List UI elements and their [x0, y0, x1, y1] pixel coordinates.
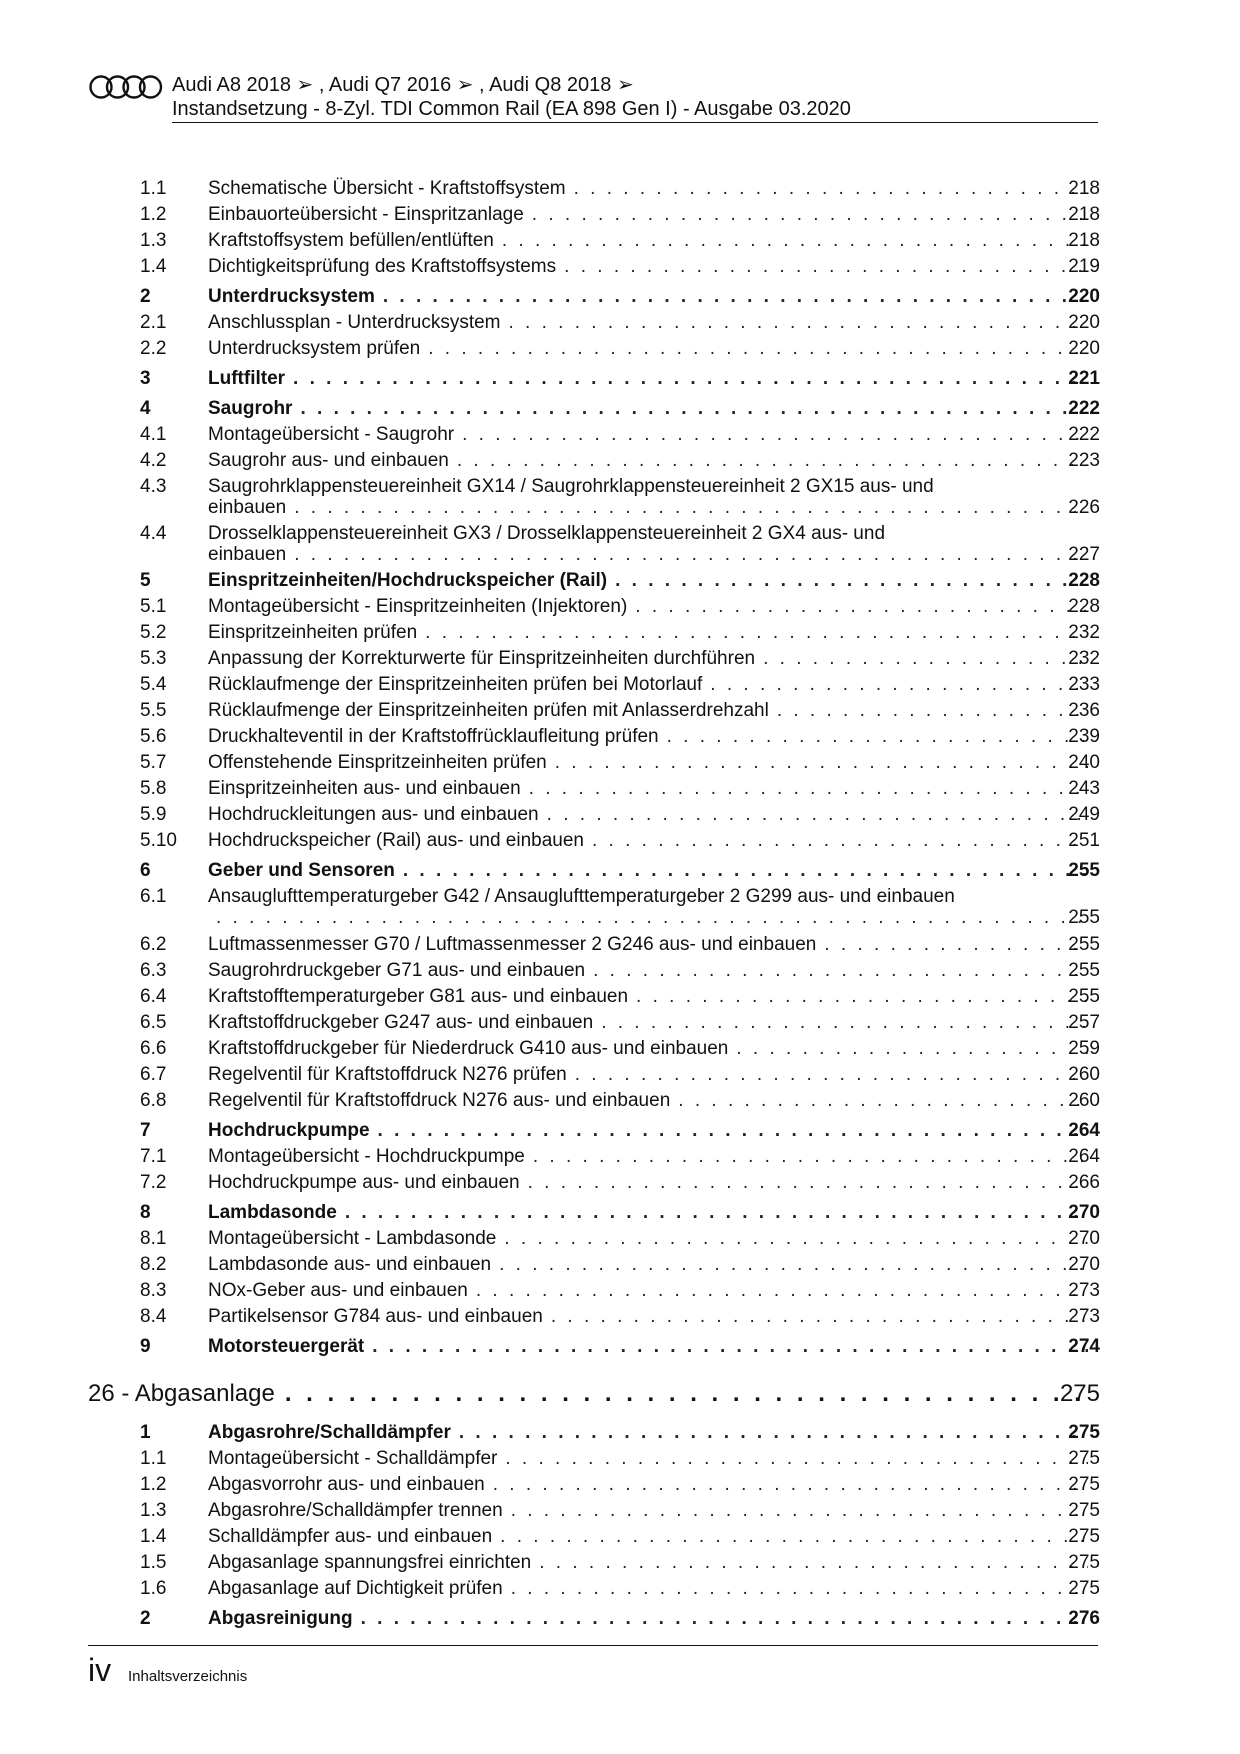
- toc-entry-page: 223: [1068, 450, 1100, 471]
- toc-entry-title: Kraftstoffdruckgeber für Niederdruck G410 aus- und einbauen: [208, 1038, 729, 1059]
- toc-entry-title: Lambdasonde aus- und einbauen: [208, 1254, 492, 1275]
- toc-entry-title-line1: Drosselklappensteuereinheit GX3 / Drosselklappensteuereinheit 2 GX4 aus- und: [208, 523, 886, 544]
- leader-dots: [499, 1254, 1088, 1276]
- toc-entry-title: Montageübersicht - Hochdruckpumpe: [208, 1146, 525, 1167]
- leader-dots: [500, 1526, 1088, 1548]
- toc-entry-page: 276: [1068, 1608, 1100, 1629]
- toc-entry[interactable]: [0, 648, 1240, 674]
- leader-dots: [383, 286, 1088, 308]
- toc-entry-page: 222: [1068, 398, 1100, 419]
- toc-entry-number: 6.8: [140, 1090, 167, 1111]
- toc-entry-title: Abgasrohre/Schalldämpfer trennen: [208, 1500, 503, 1521]
- toc-entry-title: Abgasanlage spannungsfrei einrichten: [208, 1552, 532, 1573]
- toc-entry[interactable]: [0, 450, 1240, 476]
- toc-entry-number: 5.4: [140, 674, 167, 695]
- toc-entry-page: 260: [1068, 1064, 1100, 1085]
- toc-entry[interactable]: [0, 752, 1240, 778]
- toc-entry-number: 8.4: [140, 1306, 167, 1327]
- leader-dots: [428, 338, 1088, 360]
- leader-dots: [294, 497, 1088, 519]
- leader-dots: [574, 178, 1088, 200]
- toc-entry[interactable]: [0, 986, 1240, 1012]
- leader-dots: [459, 1422, 1088, 1444]
- leader-dots: [667, 726, 1088, 748]
- toc-entry-page: 255: [1068, 907, 1100, 928]
- toc-entry-number: 4.3: [140, 476, 167, 497]
- toc-entry-title: Unterdrucksystem prüfen: [208, 338, 421, 359]
- toc-entry[interactable]: [0, 1254, 1240, 1280]
- leader-dots: [777, 700, 1088, 722]
- toc-entry[interactable]: [0, 960, 1240, 986]
- toc-entry-title: Regelventil für Kraftstoffdruck N276 aus- und einbauen: [208, 1090, 671, 1111]
- toc-entry-number: 5.8: [140, 778, 167, 799]
- toc-entry-title: Kraftstofftemperaturgeber G81 aus- und einbauen: [208, 986, 629, 1007]
- toc-entry-title: Motorsteuergerät: [208, 1336, 365, 1357]
- toc-entry-page: 273: [1068, 1280, 1100, 1301]
- leader-dots: [710, 674, 1088, 696]
- toc-entry-title: Schematische Übersicht - Kraftstoffsystem: [208, 178, 566, 199]
- toc-entry[interactable]: [0, 830, 1240, 856]
- toc-entry[interactable]: [0, 674, 1240, 700]
- toc-entry-number: 1.3: [140, 230, 167, 251]
- toc-entry-number: 2.1: [140, 312, 167, 333]
- toc-entry-number: 5: [140, 570, 151, 591]
- toc-entry-title: Saugrohr: [208, 398, 293, 419]
- toc-entry-number: 6.1: [140, 886, 167, 907]
- toc-entry-title-line1: Saugrohrklappensteuereinheit GX14 / Saugrohrklappensteuereinheit 2 GX15 aus- und: [208, 476, 934, 497]
- toc-entry[interactable]: [0, 700, 1240, 726]
- toc-entry[interactable]: [0, 256, 1240, 282]
- toc-entry-number: 6.6: [140, 1038, 167, 1059]
- leader-dots: [564, 256, 1088, 278]
- toc-entry[interactable]: [0, 778, 1240, 804]
- toc-entry-page: 226: [1068, 497, 1100, 518]
- toc-entry-number: 7.2: [140, 1172, 167, 1193]
- leader-dots: [457, 450, 1088, 472]
- toc-entry[interactable]: [0, 178, 1240, 204]
- leader-dots: [372, 1336, 1088, 1358]
- toc-entry-page: 255: [1068, 934, 1100, 955]
- toc-entry-title: Luftmassenmesser G70 / Luftmassenmesser 2 G246 aus- und einbauen: [208, 934, 817, 955]
- toc-entry[interactable]: [0, 523, 1240, 571]
- toc-entry[interactable]: [0, 1422, 1240, 1448]
- toc-entry-page: 275: [1068, 1448, 1100, 1469]
- toc-entry-page: 275: [1068, 1552, 1100, 1573]
- leader-dots: [763, 648, 1088, 670]
- toc-entry-page: 260: [1068, 1090, 1100, 1111]
- toc-entry-page: 218: [1068, 178, 1100, 199]
- leader-dots: [216, 907, 1088, 929]
- toc-entry-number: 5.1: [140, 596, 167, 617]
- toc-entry-title: Geber und Sensoren: [208, 860, 395, 881]
- toc-entry-title: Hochdruckspeicher (Rail) aus- und einbauen: [208, 830, 584, 851]
- toc-entry-number: 4: [140, 398, 151, 419]
- toc-entry-page: 221: [1068, 368, 1100, 389]
- toc-entry-title: Lambdasonde: [208, 1202, 337, 1223]
- toc-entry-number: 6.2: [140, 934, 167, 955]
- toc-entry-title: Abgasrohre/Schalldämpfer: [208, 1422, 451, 1443]
- leader-dots: [615, 570, 1088, 592]
- toc-entry-title: Montageübersicht - Schalldämpfer: [208, 1448, 498, 1469]
- toc-entry-number: 1.5: [140, 1552, 167, 1573]
- toc-entry-page: 232: [1068, 648, 1100, 669]
- toc-entry-number: 6.4: [140, 986, 167, 1007]
- toc-entry[interactable]: [0, 1280, 1240, 1306]
- leader-dots: [403, 860, 1088, 882]
- toc-entry-page: 264: [1068, 1146, 1100, 1167]
- toc-entry-number: 1.6: [140, 1578, 167, 1599]
- toc-entry[interactable]: [0, 1012, 1240, 1038]
- toc-entry-page: 270: [1068, 1202, 1100, 1223]
- leader-dots: [575, 1064, 1088, 1086]
- leader-dots: [462, 424, 1088, 446]
- leader-dots: [547, 804, 1088, 826]
- toc-entry-number: 4.2: [140, 450, 167, 471]
- toc-entry-number: 8.2: [140, 1254, 167, 1275]
- toc-entry-title: Luftfilter: [208, 368, 286, 389]
- leader-dots: [425, 622, 1088, 644]
- toc-entry-number: 1.1: [140, 1448, 167, 1469]
- toc-entry-number: 1.2: [140, 1474, 167, 1495]
- leader-dots: [533, 1146, 1088, 1168]
- toc-entry-number: 3: [140, 368, 151, 389]
- toc-chapter[interactable]: [0, 1380, 1240, 1410]
- toc-entry-title-line1: Ansauglufttemperaturgeber G42 / Ansauglufttemperaturgeber 2 G299 aus- und einbauen: [208, 886, 955, 907]
- leader-dots: [493, 1474, 1088, 1496]
- toc-entry-title: Regelventil für Kraftstoffdruck N276 prüfen: [208, 1064, 567, 1085]
- toc-entry-title: Abgasanlage auf Dichtigkeit prüfen: [208, 1578, 503, 1599]
- toc-entry-title: Rücklaufmenge der Einspritzeinheiten prüfen bei Motorlauf: [208, 674, 703, 695]
- toc-entry[interactable]: [0, 1336, 1240, 1362]
- header-divider: [172, 122, 1098, 123]
- toc-entry-title: Einspritzeinheiten/Hochdruckspeicher (Rail): [208, 570, 608, 591]
- toc-entry-title: Saugrohrdruckgeber G71 aus- und einbauen: [208, 960, 586, 981]
- toc-entry[interactable]: [0, 204, 1240, 230]
- toc-entry-number: 5.3: [140, 648, 167, 669]
- toc-entry-number: 6.3: [140, 960, 167, 981]
- toc-entry-title: Anschlussplan - Unterdrucksystem: [208, 312, 501, 333]
- toc-entry-number: 2: [140, 1608, 151, 1629]
- toc-entry[interactable]: [0, 424, 1240, 450]
- toc-entry-number: 4.4: [140, 523, 167, 544]
- leader-dots: [529, 778, 1088, 800]
- toc-entry[interactable]: [0, 1038, 1240, 1064]
- footer-divider: [88, 1645, 1098, 1646]
- toc-entry[interactable]: [0, 476, 1240, 524]
- leader-dots: [593, 960, 1088, 982]
- toc-entry-page: 259: [1068, 1038, 1100, 1059]
- toc-entry[interactable]: [0, 1146, 1240, 1172]
- toc-entry-title: Anpassung der Korrekturwerte für Einspritzeinheiten durchführen: [208, 648, 756, 669]
- toc-entry-page: 270: [1068, 1228, 1100, 1249]
- toc-entry-page: 240: [1068, 752, 1100, 773]
- leader-dots: [502, 230, 1088, 252]
- toc-entry[interactable]: [0, 1202, 1240, 1228]
- toc-entry-number: 5.7: [140, 752, 167, 773]
- toc-entry-number: 6.5: [140, 1012, 167, 1033]
- toc-entry-number: 8: [140, 1202, 151, 1223]
- toc-entry-page: 257: [1068, 1012, 1100, 1033]
- toc-entry[interactable]: [0, 1120, 1240, 1146]
- toc-entry-page: 275: [1068, 1422, 1100, 1443]
- leader-dots: [592, 830, 1088, 852]
- toc-entry[interactable]: [0, 1306, 1240, 1332]
- audi-rings-logo: [88, 74, 164, 100]
- toc-entry-page: 266: [1068, 1172, 1100, 1193]
- leader-dots: [636, 986, 1088, 1008]
- toc-entry-page: 220: [1068, 338, 1100, 359]
- toc-entry[interactable]: [0, 1090, 1240, 1116]
- toc-entry[interactable]: [0, 286, 1240, 312]
- toc-entry-title: Abgasvorrohr aus- und einbauen: [208, 1474, 485, 1495]
- toc-entry-title: Hochdruckleitungen aus- und einbauen: [208, 804, 539, 825]
- toc-entry[interactable]: [0, 230, 1240, 256]
- toc-entry-number: 8.1: [140, 1228, 167, 1249]
- toc-entry-title: Unterdrucksystem: [208, 286, 375, 307]
- page-number: iv: [88, 1652, 112, 1688]
- leader-dots: [555, 752, 1088, 774]
- toc-entry-page: 218: [1068, 204, 1100, 225]
- toc-entry-title: Partikelsensor G784 aus- und einbauen: [208, 1306, 543, 1327]
- toc-entry-page: 239: [1068, 726, 1100, 747]
- toc-entry-number: 5.6: [140, 726, 167, 747]
- toc-entry[interactable]: [0, 368, 1240, 394]
- toc-entry-page: 220: [1068, 312, 1100, 333]
- leader-dots: [635, 596, 1088, 618]
- leader-dots: [300, 398, 1088, 420]
- toc-entry-title: Montageübersicht - Lambdasonde: [208, 1228, 497, 1249]
- leader-dots: [601, 1012, 1088, 1034]
- toc-entry[interactable]: [0, 1172, 1240, 1198]
- leader-dots: [511, 1578, 1088, 1600]
- toc-entry-number: 2.2: [140, 338, 167, 359]
- toc-entry-page: 255: [1068, 860, 1100, 881]
- toc-entry-page: 233: [1068, 674, 1100, 695]
- toc-entry[interactable]: [0, 1526, 1240, 1552]
- toc-entry-number: 2: [140, 286, 151, 307]
- toc-entry-number: 7: [140, 1120, 151, 1141]
- toc-entry-title: Kraftstoffsystem befüllen/entlüften: [208, 230, 494, 251]
- toc-entry[interactable]: [0, 1228, 1240, 1254]
- toc-entry-number: 1: [140, 1422, 151, 1443]
- leader-dots: [361, 1608, 1088, 1630]
- leader-dots: [294, 544, 1088, 566]
- toc-entry-number: 4.1: [140, 424, 167, 445]
- toc-entry-number: 5.10: [140, 830, 177, 851]
- toc-entry-page: 222: [1068, 424, 1100, 445]
- toc-entry-number: 1.3: [140, 1500, 167, 1521]
- leader-dots: [476, 1280, 1088, 1302]
- leader-dots: [504, 1228, 1088, 1250]
- toc-entry-number: 1.2: [140, 204, 167, 225]
- toc-entry-title: einbauen: [208, 544, 287, 565]
- toc-entry-title: Einspritzeinheiten aus- und einbauen: [208, 778, 521, 799]
- leader-dots: [285, 1380, 1088, 1408]
- toc-entry-number: 5.5: [140, 700, 167, 721]
- toc-entry-title: Einspritzeinheiten prüfen: [208, 622, 418, 643]
- leader-dots: [509, 312, 1089, 334]
- toc-entry-page: 228: [1068, 570, 1100, 591]
- toc-entry-page: 220: [1068, 286, 1100, 307]
- toc-entry[interactable]: [0, 398, 1240, 424]
- toc-entry-title: Saugrohr aus- und einbauen: [208, 450, 449, 471]
- header-subtitle: Instandsetzung - 8-Zyl. TDI Common Rail (EA 898 Gen I) - Ausgabe 03.2020: [172, 98, 851, 120]
- toc-entry[interactable]: [0, 1578, 1240, 1604]
- toc-entry-title: Schalldämpfer aus- und einbauen: [208, 1526, 493, 1547]
- toc-entry-title: Rücklaufmenge der Einspritzeinheiten prüfen mit Anlasserdrehzahl: [208, 700, 769, 721]
- toc-entry-title: Abgasreinigung: [208, 1608, 353, 1629]
- leader-dots: [539, 1552, 1088, 1574]
- toc-entry[interactable]: [0, 1474, 1240, 1500]
- toc-entry-number: 9: [140, 1336, 151, 1357]
- toc-entry-number: 5.9: [140, 804, 167, 825]
- toc-entry-title: Montageübersicht - Einspritzeinheiten (Injektoren): [208, 596, 628, 617]
- toc-entry[interactable]: [0, 1064, 1240, 1090]
- toc-entry-page: 273: [1068, 1306, 1100, 1327]
- toc-entry-page: 243: [1068, 778, 1100, 799]
- toc-entry-page: 255: [1068, 960, 1100, 981]
- toc-entry-page: 275: [1068, 1500, 1100, 1521]
- toc-entry-number: 7.1: [140, 1146, 167, 1167]
- page-header: [88, 70, 1098, 124]
- toc-entry-page: 249: [1068, 804, 1100, 825]
- footer-label: Inhaltsverzeichnis: [128, 1668, 248, 1685]
- toc-entry-title: Montageübersicht - Saugrohr: [208, 424, 455, 445]
- toc-entry[interactable]: [0, 570, 1240, 596]
- toc-entry[interactable]: [0, 804, 1240, 830]
- toc-entry-title: Hochdruckpumpe: [208, 1120, 370, 1141]
- chapter-title: 26 - Abgasanlage: [88, 1380, 275, 1407]
- toc-entry-page: 275: [1068, 1526, 1100, 1547]
- toc-entry-page: 251: [1068, 830, 1100, 851]
- toc-entry-title: einbauen: [208, 497, 287, 518]
- toc-entry[interactable]: [0, 860, 1240, 886]
- leader-dots: [528, 1172, 1088, 1194]
- leader-dots: [551, 1306, 1088, 1328]
- toc-entry[interactable]: [0, 1608, 1240, 1634]
- toc-entry-title: NOx-Geber aus- und einbauen: [208, 1280, 468, 1301]
- toc-entry[interactable]: [0, 1552, 1240, 1578]
- toc-entry[interactable]: [0, 726, 1240, 752]
- toc-entry-page: 275: [1068, 1474, 1100, 1495]
- toc-entry[interactable]: [0, 1500, 1240, 1526]
- toc-entry-title: Druckhalteventil in der Kraftstoffrücklaufleitung prüfen: [208, 726, 659, 747]
- toc-entry[interactable]: [0, 312, 1240, 338]
- toc-entry-page: 270: [1068, 1254, 1100, 1275]
- leader-dots: [824, 934, 1088, 956]
- toc-entry-page: 255: [1068, 986, 1100, 1007]
- toc-entry-title: Offenstehende Einspritzeinheiten prüfen: [208, 752, 547, 773]
- toc-entry-page: 275: [1068, 1578, 1100, 1599]
- toc-entry-page: 236: [1068, 700, 1100, 721]
- leader-dots: [293, 368, 1088, 390]
- toc-entry[interactable]: [0, 886, 1240, 934]
- toc-entry-title: Hochdruckpumpe aus- und einbauen: [208, 1172, 520, 1193]
- header-models: Audi A8 2018 ➢ , Audi Q7 2016 ➢ , Audi Q8 2018 ➢: [172, 74, 634, 96]
- toc-entry-title: Dichtigkeitsprüfung des Kraftstoffsystems: [208, 256, 557, 277]
- toc-entry-number: 1.1: [140, 178, 167, 199]
- toc-entry-page: 227: [1068, 544, 1100, 565]
- leader-dots: [678, 1090, 1088, 1112]
- leader-dots: [736, 1038, 1088, 1060]
- leader-dots: [505, 1448, 1088, 1470]
- toc-entry-number: 1.4: [140, 1526, 167, 1547]
- toc-entry-page: 228: [1068, 596, 1100, 617]
- leader-dots: [511, 1500, 1088, 1522]
- toc-entry-number: 8.3: [140, 1280, 167, 1301]
- toc-entry-number: 1.4: [140, 256, 167, 277]
- toc-entry-page: 264: [1068, 1120, 1100, 1141]
- toc-entry[interactable]: [0, 596, 1240, 622]
- toc-entry[interactable]: [0, 934, 1240, 960]
- toc-entry-page: 218: [1068, 230, 1100, 251]
- toc-entry-number: 5.2: [140, 622, 167, 643]
- toc-entry[interactable]: [0, 622, 1240, 648]
- toc-entry-title: Einbauorteübersicht - Einspritzanlage: [208, 204, 524, 225]
- leader-dots: [345, 1202, 1088, 1224]
- toc-entry-number: 6.7: [140, 1064, 167, 1085]
- toc-entry[interactable]: [0, 338, 1240, 364]
- toc-entry-number: 6: [140, 860, 151, 881]
- toc-entry-title: Kraftstoffdruckgeber G247 aus- und einbauen: [208, 1012, 594, 1033]
- toc-entry-page: 274: [1068, 1336, 1100, 1357]
- toc-entry-page: 219: [1068, 256, 1100, 277]
- chapter-page: 275: [1059, 1380, 1100, 1407]
- leader-dots: [378, 1120, 1088, 1142]
- leader-dots: [532, 204, 1088, 226]
- toc-entry-page: 232: [1068, 622, 1100, 643]
- toc-entry[interactable]: [0, 1448, 1240, 1474]
